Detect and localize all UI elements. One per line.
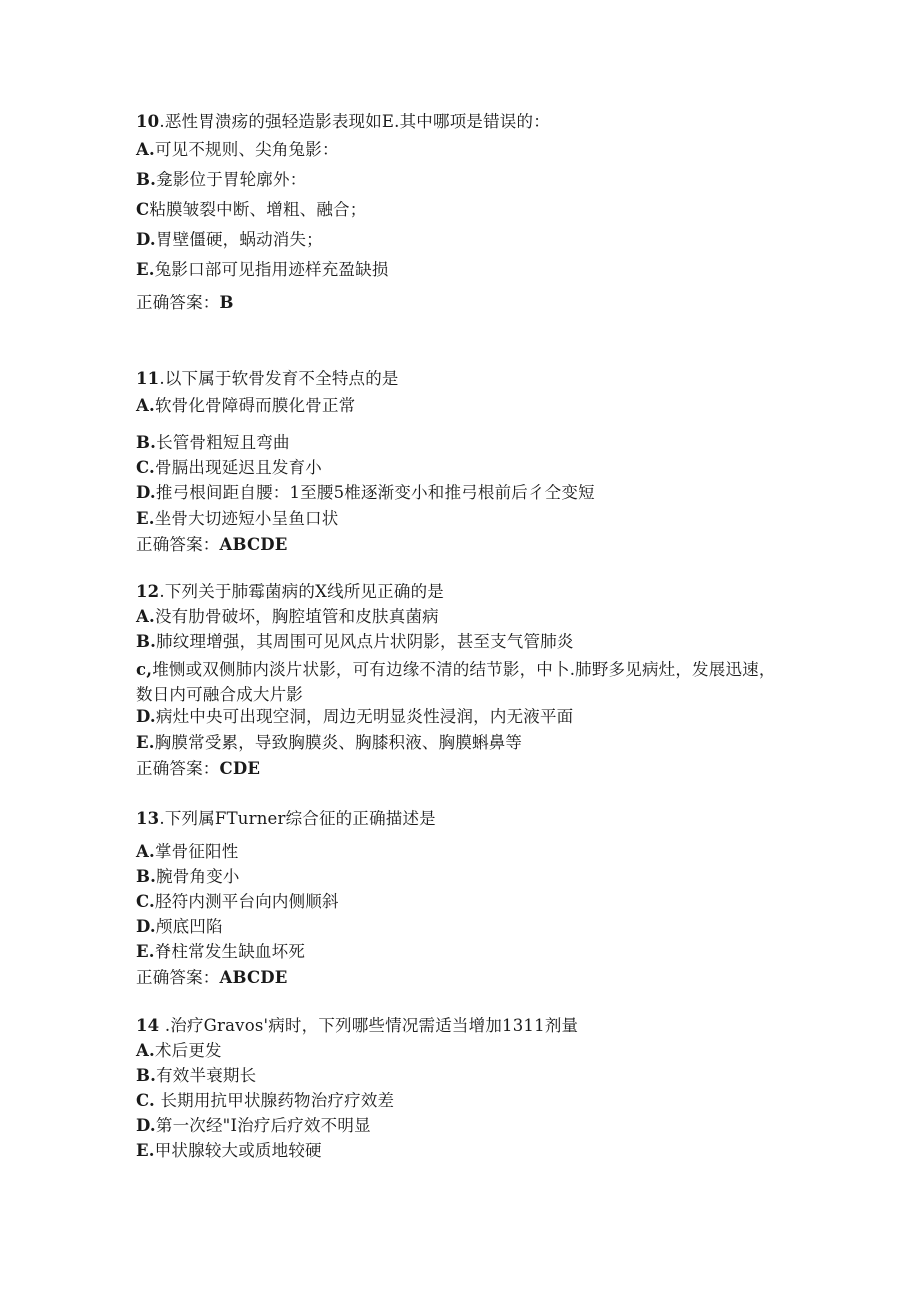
option-letter: B. xyxy=(136,433,157,452)
correct-answer xyxy=(136,968,288,988)
option-text: 第一次经"I治疗后疗效不明显 xyxy=(155,1116,371,1135)
option-d xyxy=(136,1116,371,1136)
question-text: .治疗Gravos'病时，下列哪些情况需适当增加1311剂量 xyxy=(159,1016,579,1035)
option-e xyxy=(136,260,389,280)
option-b xyxy=(136,867,240,887)
option-e xyxy=(136,1141,322,1161)
option-letter: C. xyxy=(136,458,155,477)
option-letter: C. xyxy=(136,1091,155,1110)
question-number: 13 xyxy=(136,809,160,828)
option-text: 腕骨角变小 xyxy=(156,867,240,886)
option-e xyxy=(136,733,522,753)
option-text: 坐骨大切迹短小呈鱼口状 xyxy=(154,509,339,528)
answer-value: ABCDE xyxy=(219,535,288,554)
option-text: 长期用抗甲状腺药物治疗疗效差 xyxy=(155,1091,395,1110)
option-text: 粘膜皱裂中断、增粗、融合； xyxy=(149,200,367,219)
question-number: 12 xyxy=(136,582,160,601)
option-text: 脊柱常发生缺血坏死 xyxy=(154,942,306,961)
answer-label: 正确答案： xyxy=(136,535,220,554)
option-letter: A. xyxy=(136,842,155,861)
option-letter: B. xyxy=(136,632,157,651)
option-b xyxy=(136,632,574,652)
option-letter: A. xyxy=(136,140,155,159)
option-letter: D. xyxy=(136,917,156,936)
answer-value: ABCDE xyxy=(219,968,288,987)
option-b xyxy=(136,170,306,190)
correct-answer xyxy=(136,759,260,779)
option-a xyxy=(136,396,355,416)
option-b xyxy=(136,1066,256,1086)
question-stem xyxy=(136,582,444,602)
question-stem xyxy=(136,112,550,132)
option-text: 堆恻或双侧肺内淡片状影，可有边缘不清的结节影，中卜.肺野多见病灶，发展迅速，数日内可融合成大片影 xyxy=(136,660,776,704)
question-number: 10 xyxy=(136,112,160,131)
correct-answer xyxy=(136,293,234,313)
question-number: 11 xyxy=(136,369,160,388)
question-stem xyxy=(136,369,399,389)
option-text: 胫符内测平台向内侧顺斜 xyxy=(155,892,339,911)
option-letter: A. xyxy=(136,607,155,626)
option-letter: D. xyxy=(136,230,156,249)
question-text: .下列属FTurner综合征的正确描述是 xyxy=(159,809,436,828)
question-text: .下列关于肺霉菌病的X线所见正确的是 xyxy=(159,582,444,601)
option-d xyxy=(136,917,223,937)
question-number: 14 xyxy=(136,1016,160,1035)
option-letter: D. xyxy=(136,1116,156,1135)
option-text: 有效半衰期长 xyxy=(156,1066,257,1085)
question-stem xyxy=(136,809,436,829)
option-d xyxy=(136,230,323,250)
answer-label: 正确答案： xyxy=(136,968,220,987)
question-stem xyxy=(136,1016,578,1036)
option-letter: A. xyxy=(136,1041,155,1060)
option-e xyxy=(136,942,305,962)
correct-answer xyxy=(136,535,288,555)
answer-label: 正确答案： xyxy=(136,759,220,778)
option-text: 术后更发 xyxy=(154,1041,222,1060)
question-text: .恶性胃溃疡的强轻造影表现如E.其中哪项是错误的： xyxy=(159,112,550,131)
answer-value: B xyxy=(219,293,234,312)
question-text: .以下属于软骨发育不全特点的是 xyxy=(159,369,399,388)
option-c xyxy=(136,657,776,707)
option-a xyxy=(136,140,339,160)
option-text: 可见不规则、尖角兔影： xyxy=(154,140,339,159)
option-text: 龛影位于胃轮廓外： xyxy=(156,170,307,189)
option-text: 掌骨征阳性 xyxy=(154,842,239,861)
option-text: 推弓根间距自腰：1至腰5椎逐渐变小和推弓根前后彳仝变短 xyxy=(155,483,595,502)
option-letter: E. xyxy=(136,733,155,752)
option-c xyxy=(136,200,366,220)
option-letter: B. xyxy=(136,1066,157,1085)
option-text: 肺纹理增强，其周围可见风点片状阴影，甚至支气管肺炎 xyxy=(156,632,574,651)
option-text: 没有肋骨破坏，胸腔埴管和皮肤真菌病 xyxy=(154,607,439,626)
option-d xyxy=(136,483,595,503)
option-letter: D. xyxy=(136,483,156,502)
option-letter: E. xyxy=(136,1141,155,1160)
option-text: 胃壁僵硬，蜗动消失； xyxy=(155,230,323,249)
option-letter: C. xyxy=(136,892,155,911)
option-letter: c, xyxy=(136,660,153,679)
option-text: 长管骨粗短且弯曲 xyxy=(156,433,290,452)
option-text: 骨膈出现延迟且发育小 xyxy=(155,458,322,477)
option-text: 软骨化骨障碍而膜化骨正常 xyxy=(154,396,356,415)
option-letter: E. xyxy=(136,942,155,961)
option-c xyxy=(136,458,322,478)
option-letter: B. xyxy=(136,867,157,886)
option-a xyxy=(136,1041,222,1061)
option-c xyxy=(136,1091,394,1111)
answer-label: 正确答案： xyxy=(136,293,220,312)
option-text: 颅底凹陷 xyxy=(155,917,223,936)
option-e xyxy=(136,509,338,529)
option-a xyxy=(136,842,238,862)
answer-value: CDE xyxy=(219,759,261,778)
option-a xyxy=(136,607,439,627)
option-b xyxy=(136,433,290,453)
option-text: 兔影口部可见指用迹样充盈缺损 xyxy=(154,260,389,279)
option-text: 病灶中央可出现空洞，周边无明显炎性浸润，内无液平面 xyxy=(155,707,574,726)
option-letter: E. xyxy=(136,260,155,279)
option-letter: D. xyxy=(136,707,156,726)
option-text: 胸膜常受累，导致胸膜炎、胸膝积液、胸膜蝌鼻等 xyxy=(154,733,523,752)
option-letter: E. xyxy=(136,509,155,528)
option-letter: A. xyxy=(136,396,155,415)
option-letter: C xyxy=(136,200,150,219)
option-text: 甲状腺较大或质地较硬 xyxy=(154,1141,322,1160)
option-d xyxy=(136,707,573,727)
option-letter: B. xyxy=(136,170,157,189)
option-c xyxy=(136,892,339,912)
